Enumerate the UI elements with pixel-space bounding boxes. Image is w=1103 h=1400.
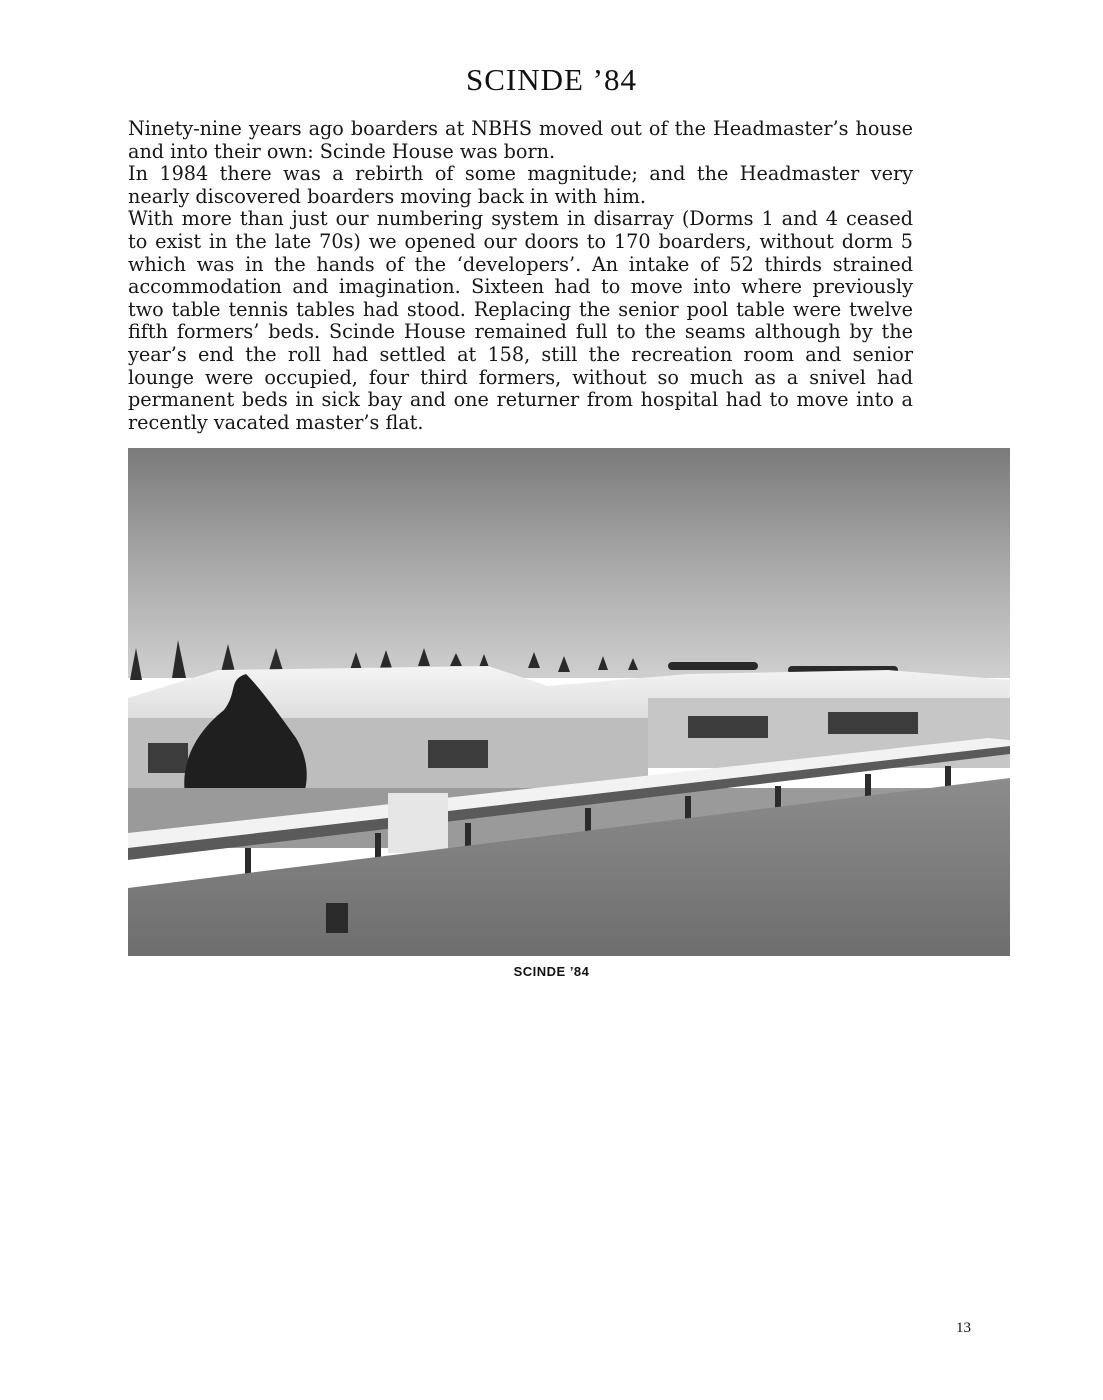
paragraph-2: In 1984 there was a rebirth of some magnitude; and the Headmaster very nearly discovered boarders moving back in with him. bbox=[128, 162, 913, 208]
photo-illustration bbox=[128, 448, 1010, 956]
article-body bbox=[128, 118, 913, 434]
paragraph-1: Ninety-nine years ago boarders at NBHS moved out of the Headmaster’s house and into their own: Scinde House was born. bbox=[128, 117, 913, 163]
scinde-house-photo bbox=[128, 448, 1010, 956]
photo-caption: SCINDE ’84 bbox=[513, 964, 590, 979]
page-number: 13 bbox=[956, 1320, 971, 1336]
paragraph-3: With more than just our numbering system in disarray (Dorms 1 and 4 ceased to exist in the late 70s) we opened our doors to 170 boarders, without dorm 5 which was in the hands of the ‘developers’. An intake of 52 thirds strained accommodation and imagination. Sixteen had to move into where previously two table tennis tables had stood. Replacing the senior pool table were twelve fifth formers’ beds. Scinde House remained full to the seams although by the year’s end the roll had settled at 158, still the recreation room and senior lounge were occupied, four third formers, without so much as a snivel had permanent beds in sick bay and one returner from hospital had to move into a recently vacated master’s flat. bbox=[128, 207, 913, 434]
page-title: SCINDE ’84 bbox=[465, 62, 638, 97]
